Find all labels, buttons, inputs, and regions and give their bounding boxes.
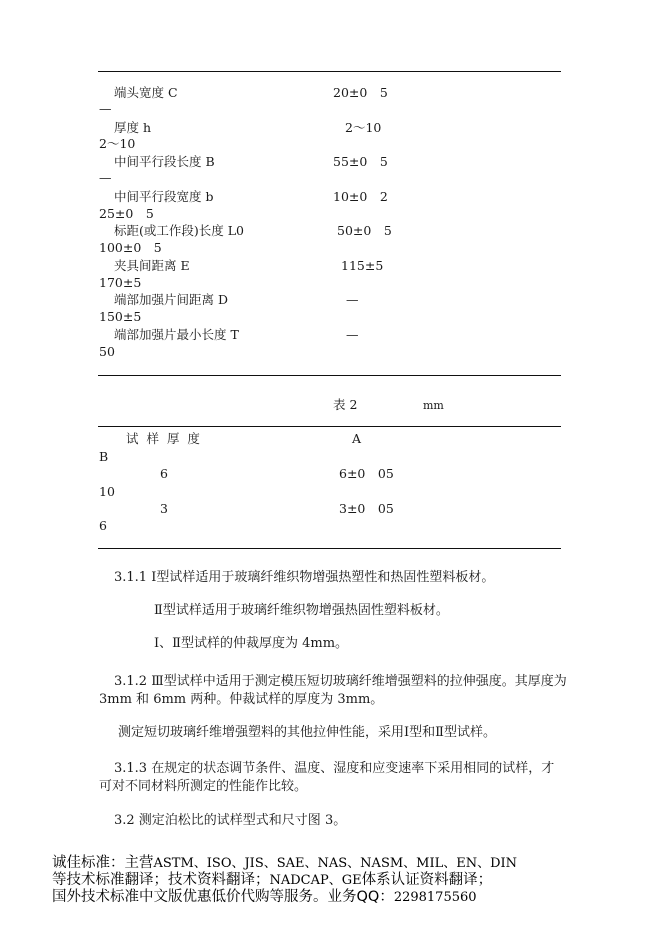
footer-ad-text: 诚佳标准：主营 (52, 855, 154, 871)
row-value: 50±0 5 (337, 223, 392, 238)
row-extra: 50 (99, 344, 115, 359)
row-extra: 100±0 5 (99, 240, 162, 255)
table2-caption: 表 2 (333, 397, 358, 412)
paragraph-other-properties: 测定短切玻璃纤维增强塑料的其他拉伸性能，采用Ⅰ型和Ⅱ型试样。 (118, 725, 496, 740)
footer-ad-qq: 2298175560 (393, 890, 477, 905)
row-extra: 170±5 (99, 275, 142, 290)
row-label: 夹具间距离 E (114, 258, 190, 273)
paragraph-3-1-1: 3.1.1 Ⅰ型试样适用于玻璃纤维织物增强热塑性和热固性塑料板材。 (114, 570, 495, 585)
footer-ad-line-3 (52, 889, 477, 906)
table2-unit: mm (423, 399, 444, 412)
row-label: 3 (160, 501, 168, 516)
row-label: 端头宽度 C (114, 85, 178, 100)
row-extra: — (99, 170, 112, 185)
row-label: 端部加强片间距离 D (114, 292, 228, 307)
footer-ad-text: 等技术标准翻译；技术资料翻译； (52, 872, 270, 888)
footer-ad-line-2 (52, 872, 492, 889)
row-label: 6 (160, 466, 168, 481)
row-value: 2～10 (345, 120, 382, 135)
paragraph-3-1-3: 3.1.3 在规定的状态调节条件、温度、湿度和应变速率下采用相同的试样，才可对不同材料所测定的性能作比较。 (99, 761, 555, 794)
row-extra: 2～10 (99, 136, 136, 151)
table1-bottom-rule (98, 375, 561, 376)
row-value-b: 10 (99, 484, 115, 499)
row-value: — (346, 327, 359, 342)
table2-top-rule (98, 426, 561, 427)
row-value-a: 3±0 05 (339, 501, 394, 516)
row-label: 端部加强片最小长度 T (114, 327, 239, 342)
row-extra: 25±0 5 (99, 206, 154, 221)
row-label: 中间平行段宽度 b (114, 189, 214, 204)
row-extra: — (99, 101, 112, 116)
paragraph-3-1-2: 3.1.2 Ⅲ型试样中适用于测定模压短切玻璃纤维增强塑料的拉伸强度。其厚度为 3mm 和 6mm 两种。仲裁试样的厚度为 3mm。 (99, 674, 567, 707)
paragraph-3-2: 3.2 测定泊松比的试样型式和尺寸图 3。 (114, 813, 347, 828)
footer-ad-text: 国外技术标准中文版优惠低价代购等服务。业务QQ： (52, 889, 394, 905)
row-extra: 150±5 (99, 309, 142, 324)
row-value-b: 6 (99, 518, 107, 533)
footer-ad-certs: NADCAP、GE (269, 873, 362, 888)
paragraph-type2: Ⅱ型试样适用于玻璃纤维织物增强热固性塑料板材。 (154, 603, 449, 618)
footer-ad-text: 体系认证资料翻译； (361, 872, 493, 888)
row-label: 标距(或工作段)长度 L0 (114, 223, 244, 238)
row-value: 115±5 (341, 258, 384, 273)
row-value-a: 6±0 05 (339, 466, 394, 481)
footer-ad-line-1 (52, 855, 517, 872)
row-value: 20±0 5 (333, 85, 388, 100)
table2-bottom-rule (98, 548, 561, 549)
row-label: 中间平行段长度 B (114, 154, 215, 169)
row-label: 厚度 h (114, 120, 152, 135)
row-value: — (346, 292, 359, 307)
header-col-a: A (352, 431, 362, 446)
footer-ad-standards: ASTM、ISO、JIS、SAE、NAS、NASM、MIL、EN、DIN (153, 856, 518, 871)
header-col-b: B (99, 449, 109, 464)
paragraph-arbitration-thickness: Ⅰ、Ⅱ型试样的仲裁厚度为 4mm。 (154, 636, 349, 651)
header-label: 试 样 厚 度 (126, 431, 202, 446)
row-value: 10±0 2 (333, 189, 388, 204)
table1-top-rule (98, 71, 561, 72)
row-value: 55±0 5 (333, 154, 388, 169)
